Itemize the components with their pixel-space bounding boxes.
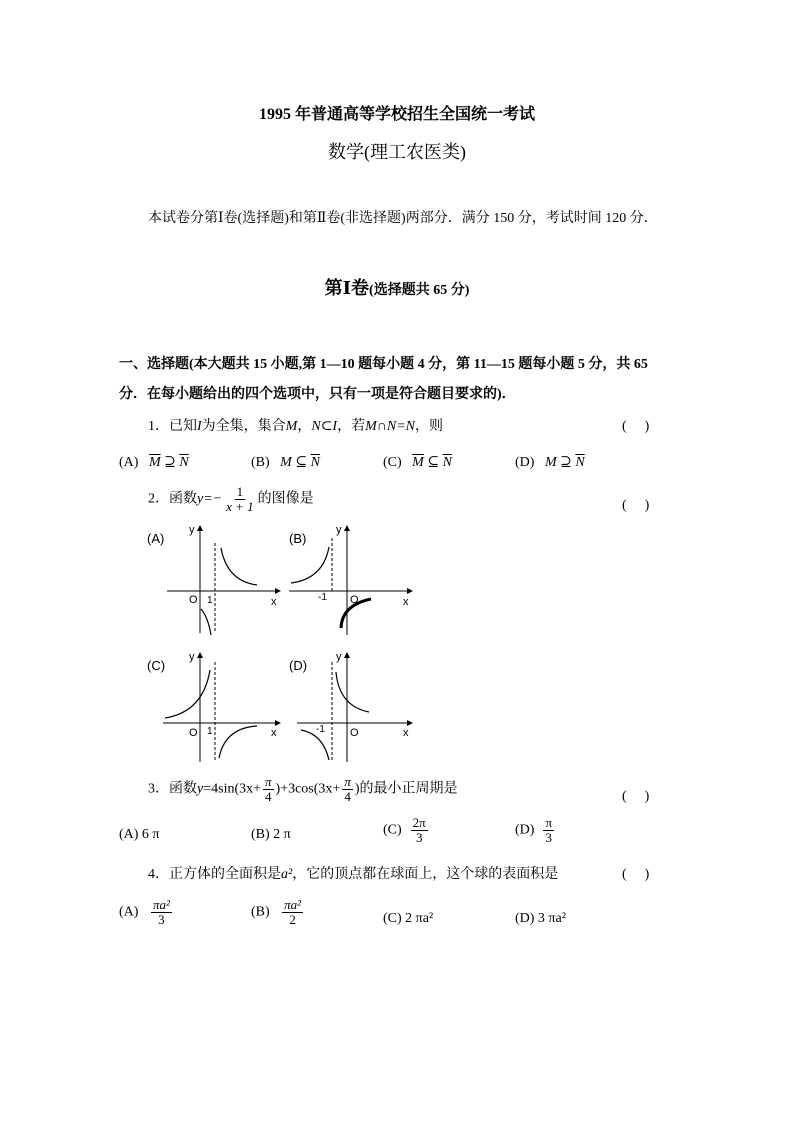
q4-b-den: 2 [289,911,296,927]
q1-var-n: N [311,419,321,434]
q4-stem-a: 4．正方体的全面积是 [148,867,281,882]
q3-c-num: 2π [412,815,426,830]
exam-subtitle: 数学(理工农医类) [328,142,466,162]
q1-var-m: M [285,419,298,434]
q4-b-num: πa² [284,897,302,912]
q1-option-c[interactable] [383,454,452,471]
q1-stem-d: ，则 [415,419,443,434]
q3-option-b[interactable]: (B) 2 π [251,827,291,842]
graph-d[interactable] [287,650,427,770]
q1-var-i2: I [332,419,338,434]
graph-b-origin: O [350,594,359,606]
q3-fraction-2 [342,775,353,803]
q1-comma: ， [297,419,312,434]
graph-c-origin: O [189,727,198,739]
graph-d-label: (D) [289,658,308,673]
q3-c-label: (C) [383,822,402,838]
graph-a-tick: 1 [207,595,213,606]
q3-option-d[interactable] [515,816,556,844]
q3-var-y: y [197,781,204,797]
graph-a-label: (A) [147,531,165,546]
q4-answer-paren: ( ) [622,867,652,882]
q1-condition: M∩N=N [365,419,415,434]
question-4 [148,863,558,883]
question-3 [148,775,458,803]
q3-d-num: π [545,815,553,830]
q3-c-den: 3 [415,829,423,845]
graph-c-x: x [271,727,277,739]
graph-b-y: y [336,524,342,536]
q3-part2: )+3cos(3x+ [275,781,341,797]
q1-option-a[interactable] [119,454,189,471]
graph-a-y: y [189,524,195,536]
q4-option-d[interactable]: (D) 3 πa² [515,911,566,926]
q1-option-d[interactable] [515,454,585,471]
q2-answer-paren: ( ) [622,498,652,513]
q1-d-right: $\overline{N}$ [575,455,585,470]
q4-stem-b: ，它的顶点都在球面上，这个球的表面积是 [292,867,559,882]
q3-part1: =4sin(3x+ [203,781,262,797]
q4-a-num: πa² [152,897,170,912]
section1-line2: 分．在每小题给出的四个选项中，只有一项是符合题目要求的)． [119,387,516,402]
q1-stem-a: 1．已知 [148,419,197,434]
q4-option-c[interactable]: (C) 2 πa² [383,911,434,926]
q1-option-b[interactable] [251,454,320,471]
q1-answer-paren: ( ) [622,419,652,434]
q1-c-label: (C) [383,455,402,470]
q3-option-a[interactable]: (A) 6 π [119,827,160,842]
graph-a-x: x [271,596,277,608]
q1-var-i: I [197,419,202,434]
q1-b-left: M [280,455,292,470]
q2-numerator: 1 [236,484,244,499]
q2-fraction [224,485,256,513]
q4-a-label: (A) [119,904,139,920]
q3-stem-a: 3．函数 [148,781,197,797]
q1-stem-b: 为全集，集合 [201,419,286,434]
q1-c-right: $\overline{N}$ [442,455,452,470]
q1-a-right: $\overline{N}$ [179,455,189,470]
q2-denominator: x + 1 [226,498,254,514]
graph-d-y: y [336,651,342,663]
q1-c-left: $\overline{M}$ [412,455,424,470]
q3-frac2-den: 4 [344,788,351,804]
q3-frac1-den: 4 [265,788,272,804]
q3-d-fraction [543,816,554,844]
q1-d-label: (D) [515,455,535,470]
q3-fraction-1 [263,775,274,803]
graph-c-tick: 1 [207,726,213,737]
q3-frac2-num: π [344,774,351,789]
q2-func: y=− [197,491,223,507]
q4-a-den: 3 [158,911,165,927]
q3-part3: )的最小正周期是 [354,781,458,797]
q3-d-label: (D) [515,822,535,838]
q4-a-fraction [151,898,172,926]
q4-option-b[interactable] [251,898,305,926]
q1-c-rel: ⊆ [427,455,440,470]
q1-b-label: (B) [251,455,270,470]
graph-c-y: y [189,651,195,663]
q4-option-a[interactable] [119,898,174,926]
section1-line1: 一、选择题(本大题共 15 小题,第 1—10 题每小题 4 分，第 11—15 题每小题 5 分，共 65 [119,357,648,372]
graph-b[interactable] [287,523,427,643]
q1-d-left: M [544,455,557,470]
part1-heading [0,274,794,300]
graph-c-label: (C) [147,658,166,673]
graph-d-origin: O [350,727,359,739]
exam-title: 1995 年普通高等学校招生全国统一考试 [258,106,535,123]
q4-b-label: (B) [251,904,270,920]
q4-var-a2: a² [281,867,293,882]
q3-frac1-num: π [265,774,272,789]
graph-b-x: x [403,596,409,608]
part1-main: 第Ⅰ卷 [324,278,370,298]
graph-d-x: x [403,727,409,739]
q1-a-rel: ⊇ [164,455,176,470]
q1-d-rel: ⊇ [560,455,572,470]
exam-intro: 本试卷分第Ⅰ卷(选择题)和第Ⅱ卷(非选择题)两部分．满分 150 分，考试时间 120 分． [148,211,658,226]
graph-b-tick: -1 [318,592,327,603]
question-1 [148,415,443,435]
graph-b-label: (B) [289,531,307,546]
q3-c-fraction [411,816,428,844]
q1-a-label: (A) [119,455,139,470]
q4-b-fraction [282,898,303,926]
q3-option-c[interactable] [383,816,430,844]
q3-answer-paren: ( ) [622,789,652,804]
graph-a-origin: O [189,594,198,606]
q3-d-den: 3 [545,829,552,845]
graph-c[interactable] [145,650,285,770]
graph-d-tick: -1 [316,724,325,735]
q1-b-right: $\overline{N}$ [310,455,320,470]
q1-b-rel: ⊆ [295,455,308,470]
q2-stem-a: 2．函数 [148,491,197,507]
q1-stem-c: ，若 [337,419,366,434]
q1-a-left: $\overline{M}$ [148,455,161,470]
q1-subset: ⊂ [320,419,333,434]
q2-stem-b: 的图像是 [257,491,314,507]
graph-a[interactable] [145,523,285,643]
question-2 [148,485,314,513]
part1-note: (选择题共 65 分) [369,283,470,298]
